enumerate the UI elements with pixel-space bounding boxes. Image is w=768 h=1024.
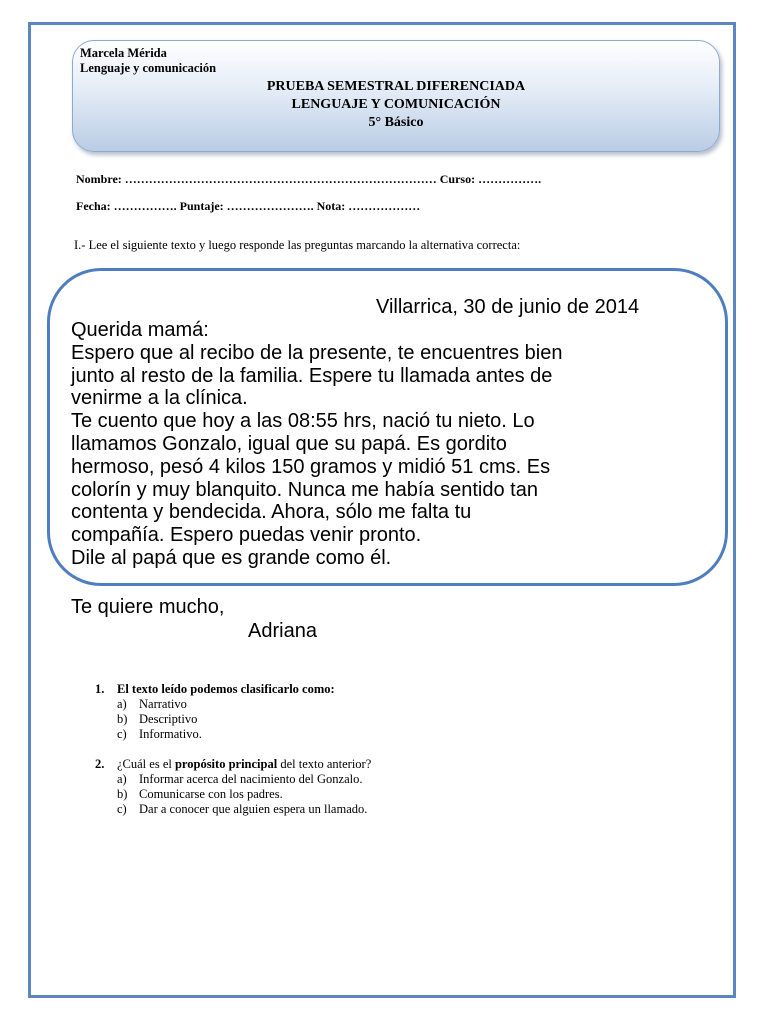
letter-line: hermoso, pesó 4 kilos 150 gramos y midió 51 cms. Es [71,455,551,478]
letter-line: compañía. Espero puedas venir pronto. [71,524,422,547]
option-1a[interactable] [117,697,187,712]
option-1b[interactable] [117,712,197,727]
option-letter: c) [117,802,127,816]
question-text-start: ¿Cuál es el [117,757,175,771]
test-grade: 5° Básico [368,115,424,130]
option-2a[interactable] [117,772,363,787]
option-letter: a) [117,772,127,786]
option-letter: c) [117,727,127,741]
question-text: El texto leído podemos clasificarlo como: [117,682,335,696]
letter-line: junto al resto de la familia. Espere tu llamada antes de [71,364,553,387]
letter-line: Te cuento que hoy a las 08:55 hrs, nació tu nieto. Lo [71,410,535,433]
option-text: Informar acerca del nacimiento del Gonzalo. [139,772,363,786]
letter-line: Querida mamá: [71,319,209,341]
question-2 [95,757,371,772]
option-text: Descriptivo [139,712,198,726]
subject-name: Lenguaje y comunicación [80,61,217,75]
option-text: Informativo. [139,727,202,741]
letter-closing: Te quiere mucho, [71,596,225,618]
instruction-text: I.- Lee el siguiente texto y luego responde las preguntas marcando la alternativa correcta: [74,238,521,252]
question-text-emphasis: propósito principal [174,757,278,771]
option-2c[interactable] [117,802,367,817]
author-name: Marcela Mérida [80,46,167,60]
question-number: 1. [95,682,105,696]
letter-line: Espero que al recibo de la presente, te encuentres bien [71,341,563,364]
letter-line: venirme a la clínica. [71,387,248,410]
option-letter: b) [117,787,128,801]
letter-signature: Adriana [248,620,317,642]
test-subject-title: LENGUAJE Y COMUNICACIÓN [291,97,501,112]
letter-date: Villarrica, 30 de junio de 2014 [376,296,640,318]
date-score-grade-field[interactable]: Fecha: ……………. Puntaje: …………………. Nota: ……………… [76,199,421,213]
letter-line: contenta y bendecida. Ahora, sólo me falta tu [71,501,472,524]
option-letter: a) [117,697,127,711]
question-number: 2. [95,757,105,771]
letter-body [71,319,731,570]
option-text: Narrativo [139,697,187,711]
letter-line: colorín y muy blanquito. Nunca me había sentido tan [71,478,538,501]
option-text: Comunicarse con los padres. [139,787,283,801]
letter-line: Dile al papá que es grande como él. [71,546,392,569]
test-title: PRUEBA SEMESTRAL DIFERENCIADA [266,79,526,94]
question-text-end: del texto anterior? [277,757,372,771]
option-letter: b) [117,712,128,726]
question-1 [95,682,335,697]
option-1c[interactable] [117,727,202,742]
option-2b[interactable] [117,787,283,802]
letter-line: llamamos Gonzalo, igual que su papá. Es gordito [71,432,507,455]
author-block [80,46,216,76]
name-course-field[interactable]: Nombre: …………………………………………………………………… Curso: ……………. [76,172,542,186]
option-text: Dar a conocer que alguien espera un llamado. [139,802,368,816]
